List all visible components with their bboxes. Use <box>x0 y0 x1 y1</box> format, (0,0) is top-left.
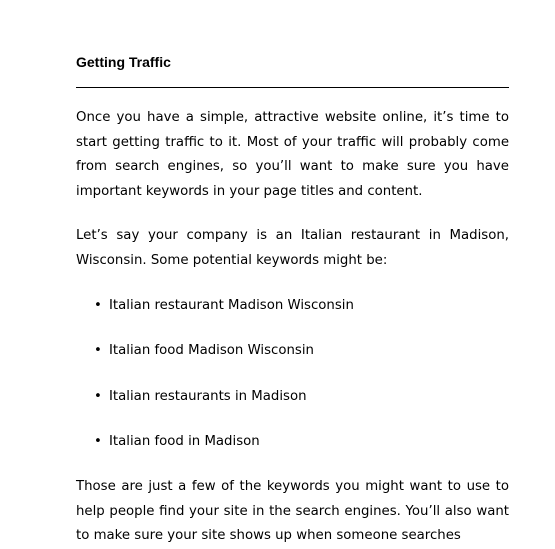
paragraph-example: Let’s say your company is an Italian restaurant in Madison, Wisconsin. Some potential keywords might be: <box>76 228 509 268</box>
bullet-icon: • <box>94 434 102 449</box>
list-item-text: Italian restaurants in Madison <box>109 389 307 404</box>
list-item-text: Italian food Madison Wisconsin <box>109 343 314 358</box>
paragraph-intro: Once you have a simple, attractive website online, it’s time to start getting traffic to it. Most of your traffic will probably come from search engines, so you’ll want to make sure you have important keywords in your page titles and content. <box>76 110 509 199</box>
section-heading: Getting Traffic <box>76 54 171 70</box>
bullet-icon: • <box>94 298 102 313</box>
bullet-icon: • <box>94 389 102 404</box>
list-item-text: Italian restaurant Madison Wisconsin <box>109 298 354 313</box>
paragraph-followup: Those are just a few of the keywords you might want to use to help people find your site in the search engines. You’ll also want to make sure your site shows up when someone searches <box>76 479 509 543</box>
heading-divider <box>76 87 509 88</box>
list-item-text: Italian food in Madison <box>109 434 260 449</box>
bullet-icon: • <box>94 343 102 358</box>
